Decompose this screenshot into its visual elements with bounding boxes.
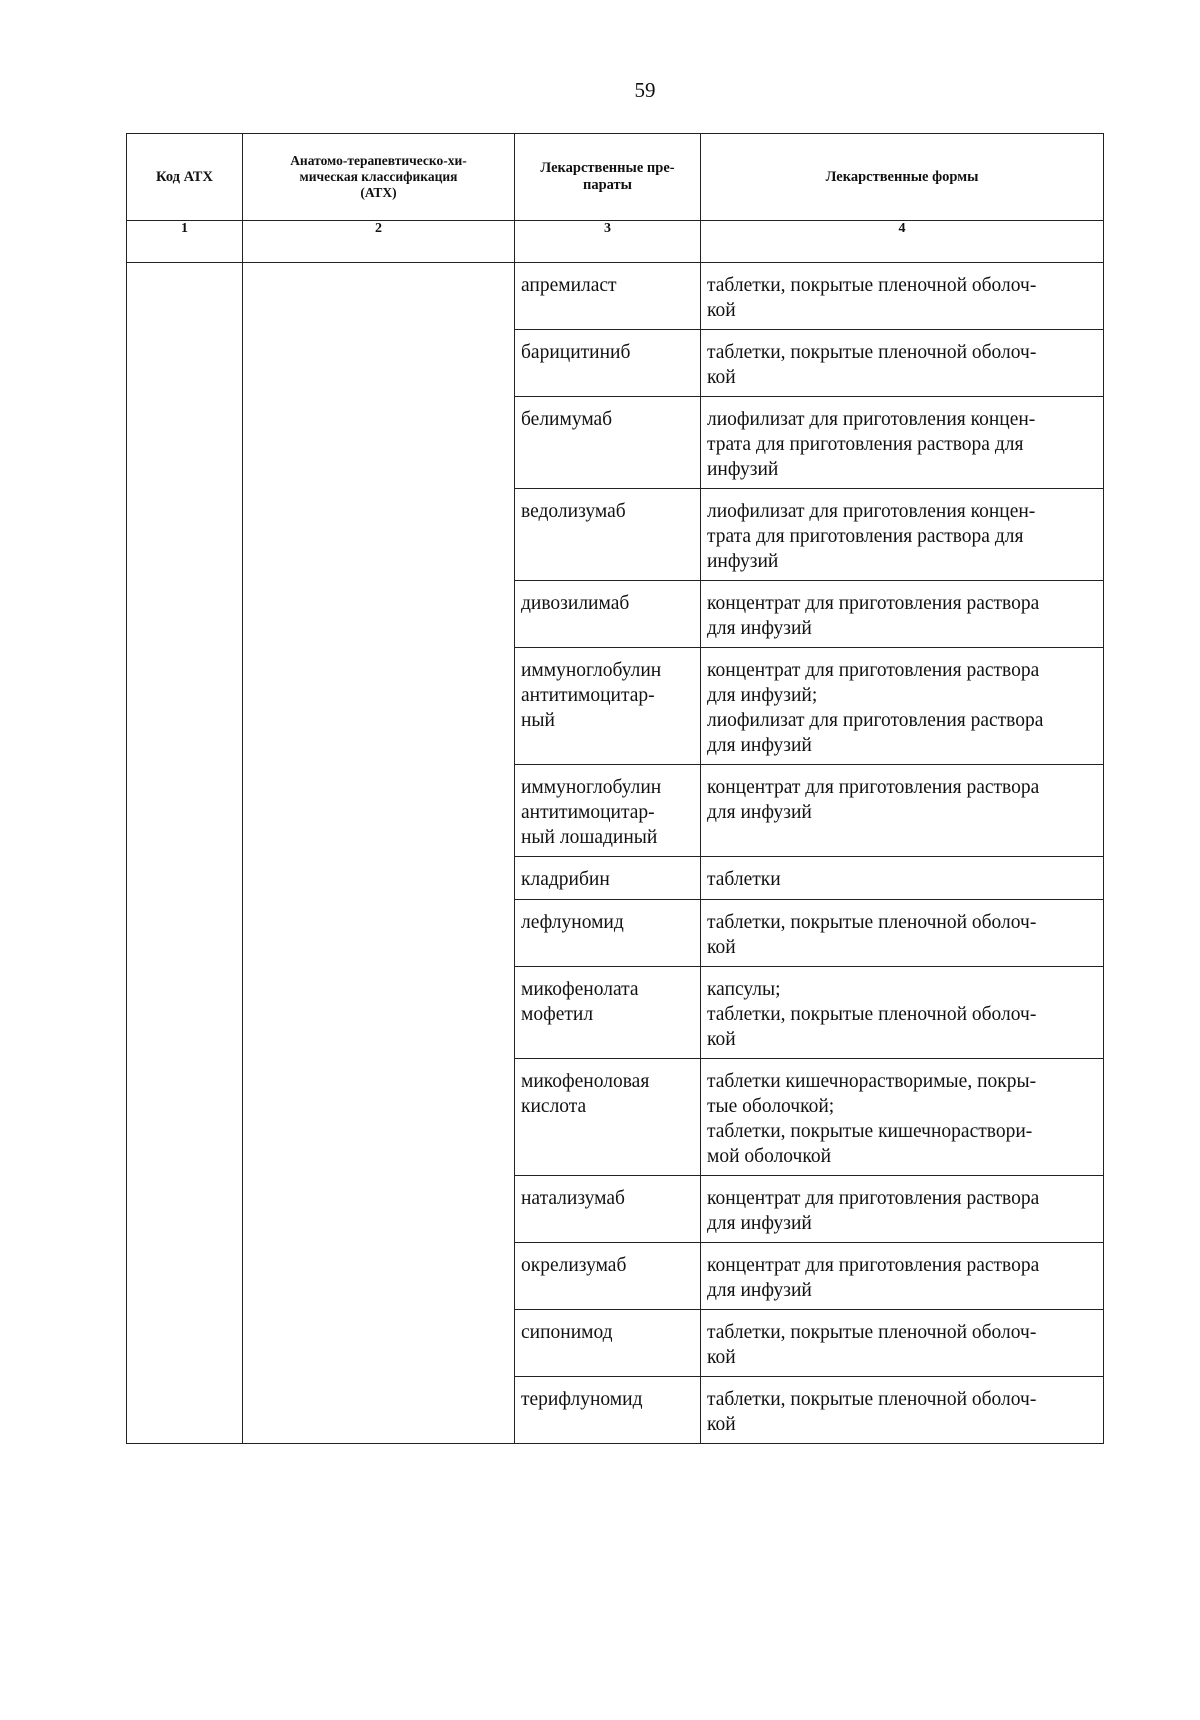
drug-name-line: лефлуномид (521, 912, 624, 933)
dosage-form-cell (701, 489, 1104, 581)
dosage-form-cell (701, 967, 1104, 1059)
dosage-form-cell (701, 1377, 1104, 1444)
drug-name-cell (515, 397, 701, 489)
dosage-form-cell (701, 263, 1104, 330)
header-dosage-forms (701, 134, 1104, 221)
dosage-form-line: таблетки, покрытые кишечнораствори- (707, 1121, 1033, 1142)
atc-code-cell (127, 263, 243, 1444)
drug-name-cell (515, 581, 701, 648)
dosage-form-cell (701, 581, 1104, 648)
dosage-form-line: концентрат для приготовления раствора (707, 777, 1040, 798)
drug-name-line: натализумаб (521, 1188, 625, 1209)
header-line: (АТХ) (360, 185, 397, 200)
dosage-form-line: инфузий (707, 459, 779, 480)
column-number: 4 (701, 221, 1104, 263)
drug-name-line: окрелизумаб (521, 1255, 627, 1276)
drug-name-line: барицитиниб (521, 342, 631, 363)
dosage-form-line: таблетки, покрытые пленочной оболоч- (707, 342, 1037, 363)
dosage-form-line: кой (707, 1029, 736, 1050)
header-atc-code (127, 134, 243, 221)
dosage-form-line: тые оболочкой; (707, 1096, 835, 1117)
dosage-form-line: для инфузий; (707, 685, 818, 706)
dosage-form-line: трата для приготовления раствора для (707, 526, 1024, 547)
dosage-form-line: кой (707, 300, 736, 321)
header-line: параты (583, 177, 632, 193)
dosage-form-line: лиофилизат для приготовления концен- (707, 501, 1036, 522)
drug-name-cell (515, 900, 701, 967)
drug-name-line: кислота (521, 1096, 587, 1117)
dosage-form-line: для инфузий (707, 802, 812, 823)
drug-name-line: микофенолата (521, 979, 639, 1000)
dosage-form-line: концентрат для приготовления раствора (707, 1188, 1040, 1209)
dosage-form-line: трата для приготовления раствора для (707, 434, 1024, 455)
header-line: Код АТХ (156, 168, 213, 185)
dosage-form-line: лиофилизат для приготовления раствора (707, 710, 1044, 731)
dosage-form-line: таблетки (707, 869, 781, 890)
drug-name-line: иммуноглобулин (521, 777, 662, 798)
dosage-form-line: концентрат для приготовления раствора (707, 660, 1040, 681)
dosage-form-line: кой (707, 937, 736, 958)
dosage-form-cell (701, 648, 1104, 765)
dosage-form-line: мой оболочкой (707, 1146, 832, 1167)
dosage-form-line: концентрат для приготовления раствора (707, 1255, 1040, 1276)
drug-name-line: ведолизумаб (521, 501, 626, 522)
dosage-form-line: концентрат для приготовления раствора (707, 593, 1040, 614)
dosage-form-cell (701, 765, 1104, 857)
dosage-form-cell (701, 1310, 1104, 1377)
header-line: Анатомо-терапевтическо-хи- (290, 153, 467, 168)
header-drugs (515, 134, 701, 221)
drug-name-line: белимумаб (521, 409, 613, 430)
dosage-form-line: для инфузий (707, 618, 812, 639)
drug-name-line: иммуноглобулин (521, 660, 662, 681)
drug-name-cell (515, 263, 701, 330)
drug-name-line: сипонимод (521, 1322, 613, 1343)
drug-name-cell (515, 857, 701, 900)
page-number: 59 (634, 78, 656, 102)
header-row (127, 134, 1104, 221)
dosage-form-line: для инфузий (707, 1280, 812, 1301)
column-number: 3 (515, 221, 701, 263)
drug-name-cell (515, 330, 701, 397)
drug-name-cell (515, 648, 701, 765)
atc-classification-cell (243, 263, 515, 1444)
drug-name-line: кладрибин (521, 869, 610, 890)
drug-name-cell (515, 489, 701, 581)
drug-name-line: ный (521, 710, 555, 731)
column-number: 2 (243, 221, 515, 263)
dosage-form-line: таблетки, покрытые пленочной оболоч- (707, 1389, 1037, 1410)
dosage-form-cell (701, 900, 1104, 967)
column-number-row (127, 221, 1104, 263)
drug-name-cell (515, 1377, 701, 1444)
drug-name-line: антитимоцитар- (521, 802, 655, 823)
dosage-form-line: лиофилизат для приготовления концен- (707, 409, 1036, 430)
dosage-form-cell (701, 857, 1104, 900)
dosage-form-line: капсулы; (707, 979, 781, 1000)
dosage-form-cell (701, 1059, 1104, 1176)
column-number: 1 (127, 221, 243, 263)
drug-name-line: дивозилимаб (521, 593, 630, 614)
header-line: Лекарственные пре- (540, 160, 675, 176)
header-line: мическая классификация (299, 169, 458, 184)
dosage-form-line: для инфузий (707, 735, 812, 756)
dosage-form-line: таблетки, покрытые пленочной оболоч- (707, 1004, 1037, 1025)
dosage-form-line: для инфузий (707, 1213, 812, 1234)
dosage-form-line: таблетки кишечнорастворимые, покры- (707, 1071, 1037, 1092)
dosage-form-cell (701, 1176, 1104, 1243)
dosage-form-cell (701, 397, 1104, 489)
dosage-form-line: кой (707, 367, 736, 388)
dosage-form-line: таблетки, покрытые пленочной оболоч- (707, 1322, 1037, 1343)
dosage-form-cell (701, 330, 1104, 397)
drug-name-line: терифлуномид (521, 1389, 643, 1410)
dosage-form-line: таблетки, покрытые пленочной оболоч- (707, 275, 1037, 296)
dosage-form-line: инфузий (707, 551, 779, 572)
drug-name-line: микофеноловая (521, 1071, 650, 1092)
drug-name-line: ный лошадиный (521, 827, 658, 848)
drug-name-cell (515, 1310, 701, 1377)
dosage-form-line: таблетки, покрытые пленочной оболоч- (707, 912, 1037, 933)
dosage-form-line: кой (707, 1347, 736, 1368)
drug-name-cell (515, 1176, 701, 1243)
dosage-form-line: кой (707, 1414, 736, 1435)
table-row (127, 263, 1104, 330)
header-line: Лекарственные формы (825, 168, 979, 185)
drug-name-line: антитимоцитар- (521, 685, 655, 706)
drug-name-line: апремиласт (521, 275, 617, 296)
drug-name-cell (515, 1059, 701, 1176)
drug-name-cell (515, 765, 701, 857)
header-atc-classification (243, 134, 515, 221)
drug-name-line: мофетил (521, 1004, 594, 1025)
dosage-form-cell (701, 1243, 1104, 1310)
drug-name-cell (515, 1243, 701, 1310)
drug-name-cell (515, 967, 701, 1059)
atc-table (126, 133, 1104, 1444)
